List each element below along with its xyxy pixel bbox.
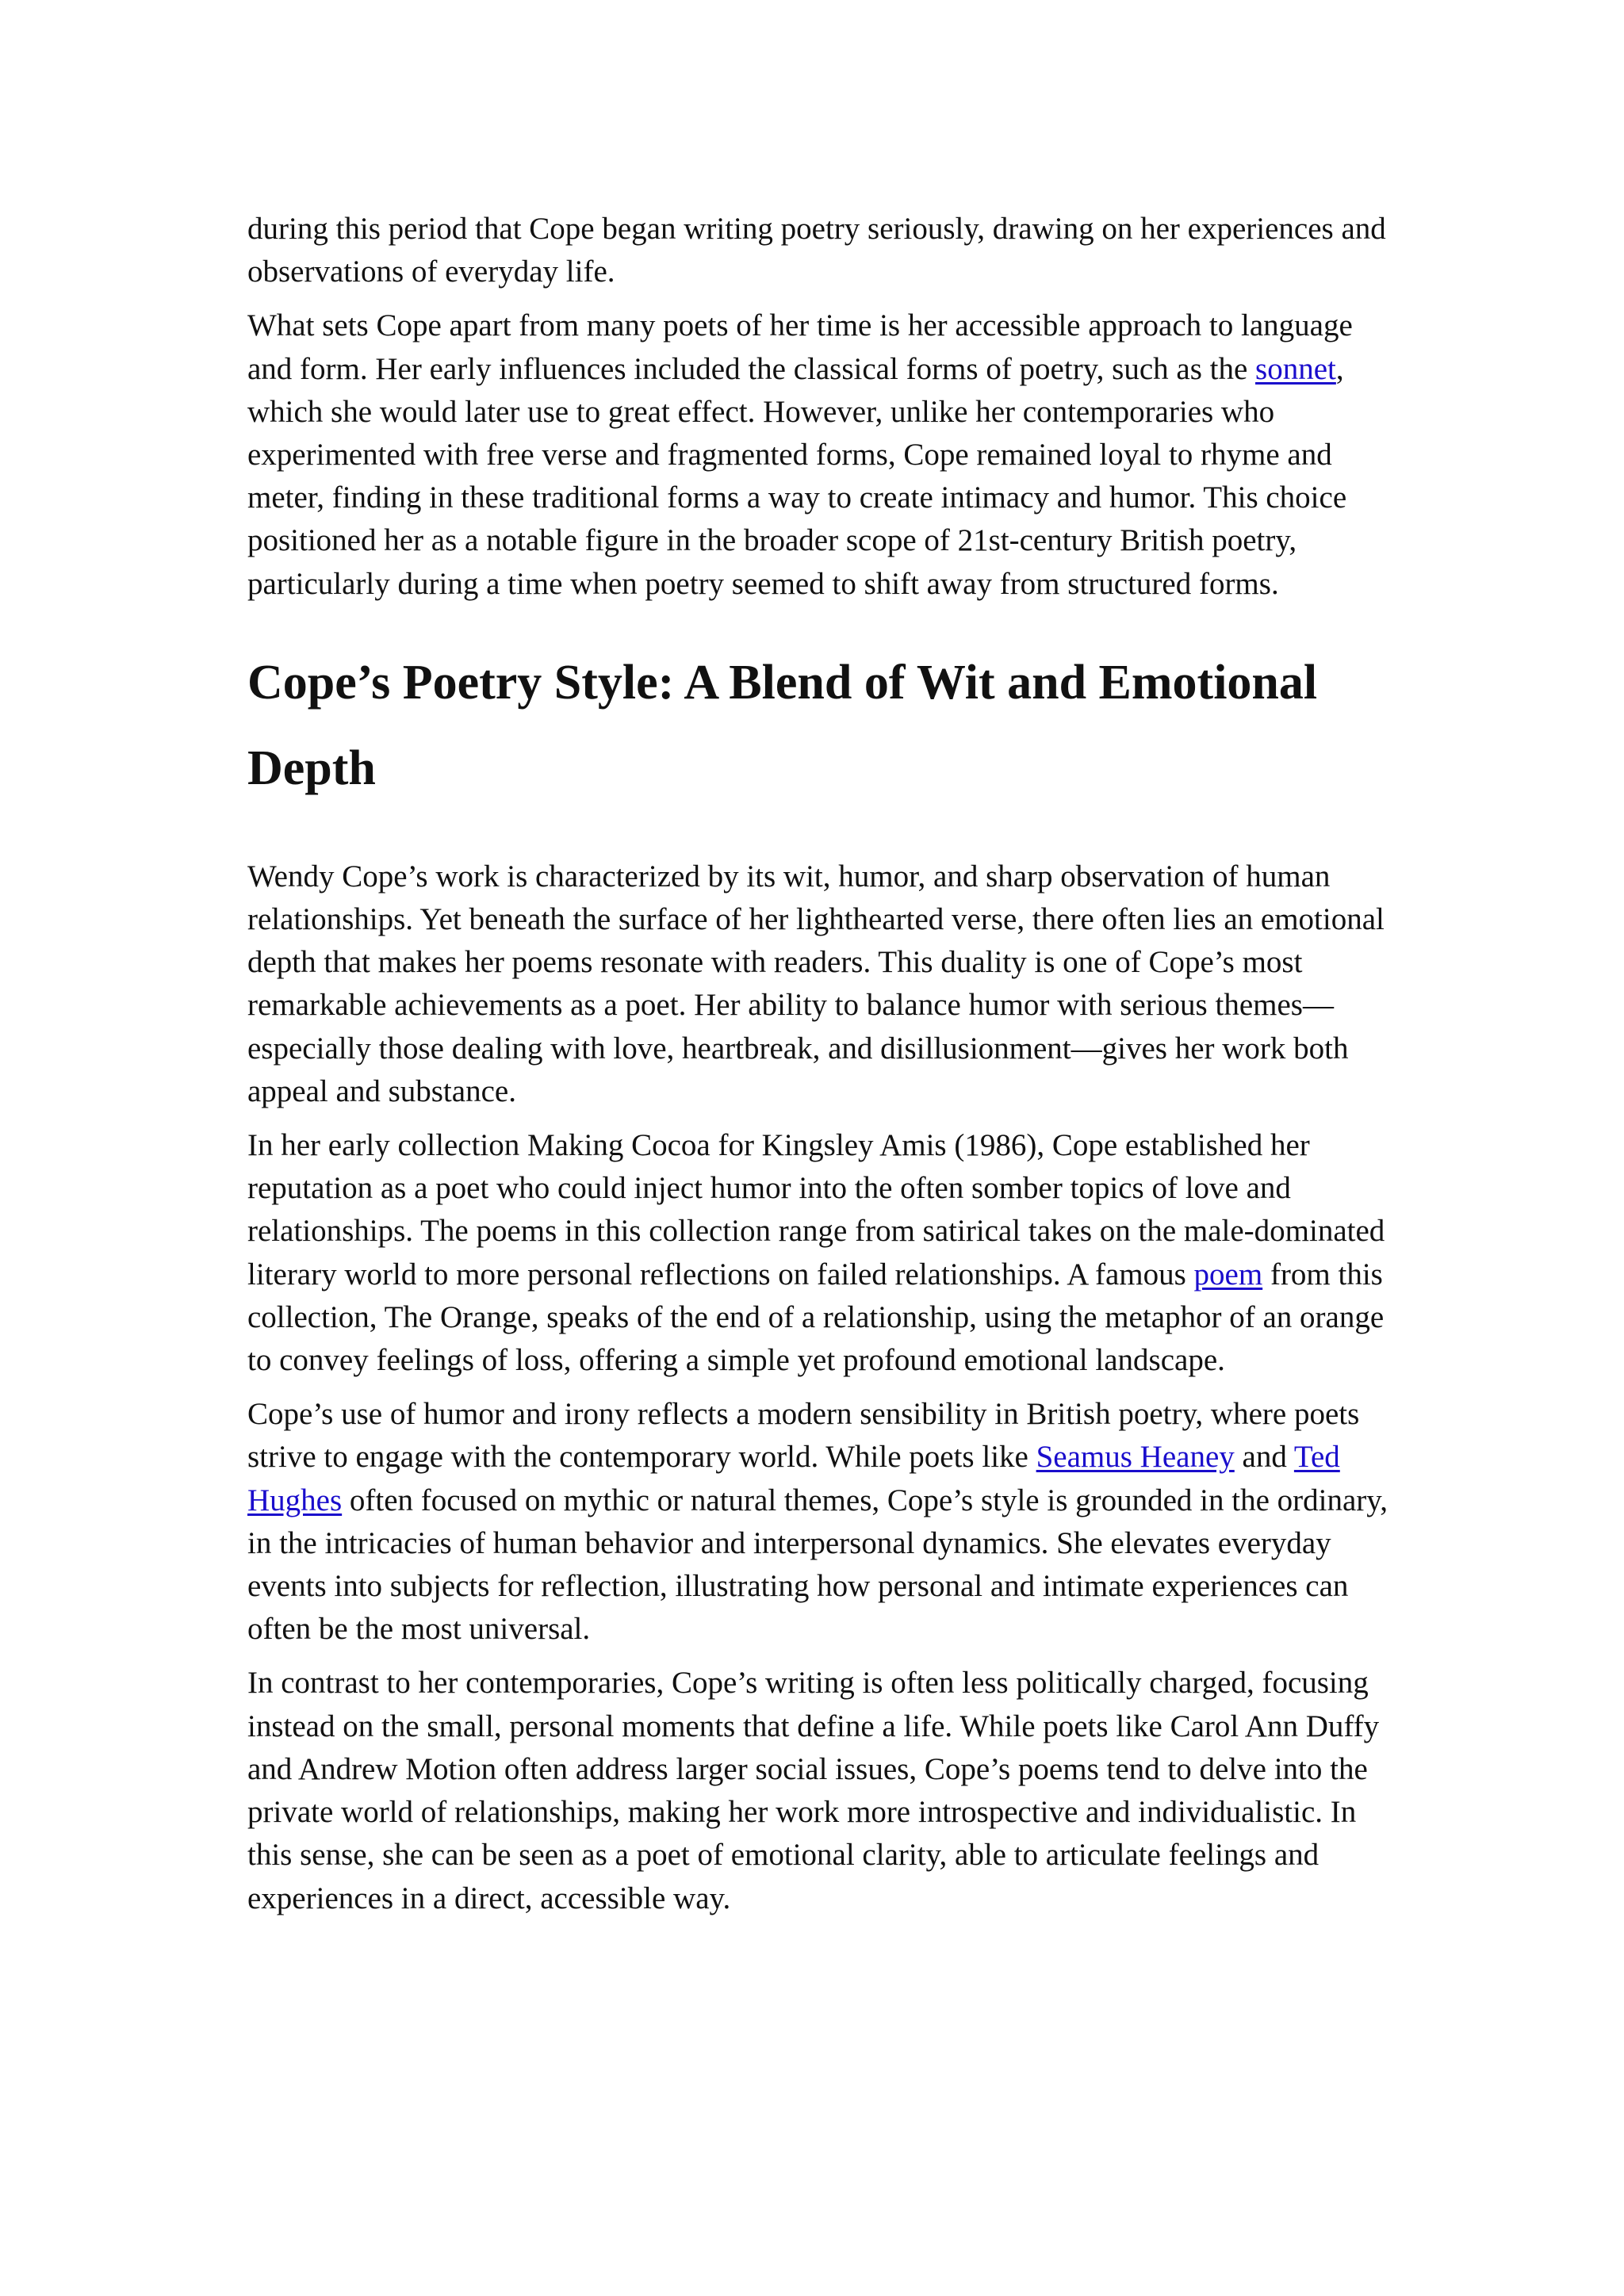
paragraph-text: during this period that Cope began writing poetry seriously, drawing on her experiences and observations of everyday life. bbox=[247, 212, 1386, 289]
link-seamus-heaney[interactable]: Seamus Heaney bbox=[1036, 1440, 1235, 1475]
paragraph-text: often focused on mythic or natural themes, Cope’s style is grounded in the ordinary, in the intricacies of human behavior and interpersonal dynamics. She elevates everyday events into subjects for reflection, illustrating how personal and intimate experiences can often be the most universal. bbox=[247, 1483, 1388, 1647]
section-paragraphs bbox=[247, 855, 1397, 1920]
heading-spacer bbox=[247, 811, 1397, 855]
paragraph bbox=[247, 1393, 1397, 1651]
paragraph-text: In contrast to her contemporaries, Cope’s writing is often less politically charged, focusing instead on the small, personal moments that define a life. While poets like Carol Ann Duffy and Andrew Motion often address larger social issues, Cope’s poems tend to delve into the private world of relationships, making her work more introspective and individualistic. In this sense, she can be seen as a poet of emotional clarity, able to articulate feelings and experiences in a direct, accessible way. bbox=[247, 1666, 1380, 1915]
paragraph-text: , which she would later use to great effect. However, unlike her contemporaries who experimented with free verse and fragmented forms, Cope remained loyal to rhyme and meter, finding in these traditional forms a way to create intimacy and humor. This choice positioned her as a notable figure in the broader scope of 21st-century British poetry, particularly during a time when poetry seemed to shift away from structured forms. bbox=[247, 351, 1347, 601]
link-poem[interactable]: poem bbox=[1193, 1257, 1263, 1292]
paragraph bbox=[247, 1124, 1397, 1382]
paragraph-text: from this collection, The Orange, speaks of the end of a relationship, using the metaphor of an orange to convey feelings of loss, offering a simple yet profound emotional landscape. bbox=[247, 1257, 1385, 1378]
paragraph bbox=[247, 855, 1397, 1113]
document-page bbox=[247, 208, 1397, 1931]
intro-paragraphs bbox=[247, 208, 1397, 606]
paragraph-text: Wendy Cope’s work is characterized by its wit, humor, and sharp observation of human relationships. Yet beneath the surface of her lighthearted verse, there often lies an emotional depth that makes her poems resonate with readers. This duality is one of Cope’s most remarkable achievements as a poet. Her ability to balance humor with serious themes—especially those dealing with love, heartbreak, and disillusionment—gives her work both appeal and substance. bbox=[247, 859, 1385, 1108]
link-sonnet[interactable]: sonnet bbox=[1255, 351, 1336, 386]
paragraph bbox=[247, 1662, 1397, 1919]
paragraph-text: What sets Cope apart from many poets of her time is her accessible approach to language and form. Her early influences included the classical forms of poetry, such as the bbox=[247, 308, 1353, 386]
link-ted-hughes[interactable]: Ted Hughes bbox=[247, 1440, 1340, 1517]
paragraph-text: In her early collection Making Cocoa for Kingsley Amis (1986), Cope established her reputation as a poet who could inject humor into the often somber topics of love and relationships. The poems in this collection range from satirical takes on the male-dominated literary world to more personal reflections on failed relationships. A famous bbox=[247, 1128, 1385, 1292]
paragraph-text: and bbox=[1234, 1440, 1294, 1475]
section-heading: Cope’s Poetry Style: A Blend of Wit and Emotional Depth bbox=[247, 655, 1318, 795]
paragraph-text: Cope’s use of humor and irony reflects a modern sensibility in British poetry, where poets strive to engage with the contemporary world. While poets like bbox=[247, 1397, 1360, 1475]
paragraph bbox=[247, 208, 1397, 293]
paragraph bbox=[247, 304, 1397, 605]
